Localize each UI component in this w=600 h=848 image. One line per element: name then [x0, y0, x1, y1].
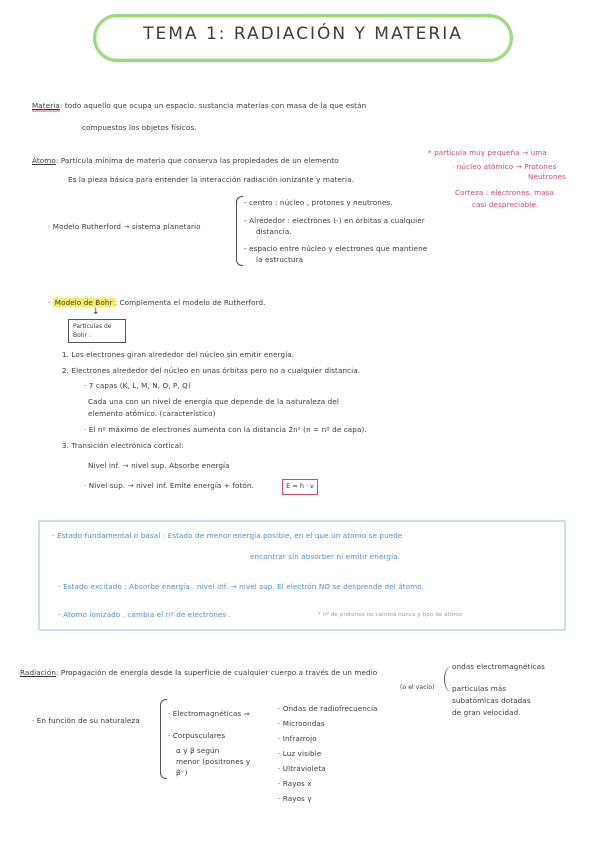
state-excited: - Estado excitado : Absorbe energía . nivel inf. → nivel sup. El electrón NO se desprende del átomo.: [58, 582, 424, 591]
em-list-item: · Rayos x: [278, 779, 312, 788]
radiation-section: [20, 668, 377, 677]
rutherford-item: - Alrededor : electrones (-) en órbitas a cualquier: [244, 216, 425, 225]
side-note-cortex: Corteza : electrones. masa: [455, 188, 555, 197]
bohr-arrow: ↓: [92, 307, 100, 317]
side-note-cortex-2: casi despreciable.: [472, 200, 539, 209]
materia-line2: compuestos los objetos físicos.: [82, 123, 197, 132]
radiation-line1: : Propagación de energía desde la superficie de cualquier cuerpo a través de un medio: [56, 668, 378, 677]
side-note-particle: * partícula muy pequeña → uma: [428, 148, 547, 157]
state-ionized-note: * nº de protones no cambia nunca y tipo de átomo: [318, 612, 463, 618]
atomo-section: [32, 156, 339, 165]
title-frame: [93, 14, 513, 62]
bohr-point-1: 1. Los electrones giran alrededor del núcleo sin emitir energía.: [62, 350, 295, 359]
bohr-point-2a: · 7 capas (K, L, M, N, O, P, Q): [84, 381, 191, 390]
em-list-item: · Rayos γ: [278, 794, 312, 803]
radiation-particles-1: partículas más: [452, 684, 507, 693]
state-fundamental-line2: encontrar sin absorber ni emitir energía.: [250, 552, 401, 561]
radiation-type-alpha-beta-2: menor (positrones y: [176, 757, 251, 766]
radiation-type-brace: [160, 699, 167, 779]
radiation-particles-2: subatómicas dotadas: [452, 696, 531, 705]
state-ionized: - Átomo ionizado . cambia el nº de electrones .: [58, 610, 232, 619]
radiation-type-alpha-beta: α y β según: [176, 746, 220, 755]
energy-formula: E = h · ν: [286, 482, 314, 490]
atomo-label: Átomo: [32, 156, 56, 165]
rutherford-item: - espacio entre núcleo y electrones que mantiene: [244, 244, 428, 253]
page-title: TEMA 1: RADIACIÓN Y MATERIA: [143, 24, 463, 44]
rutherford-item: la estructura: [256, 255, 304, 264]
atomo-line1: : Partícula mínima de materia que conserva las propiedades de un elemento: [55, 156, 339, 165]
bohr-point-2: 2. Electrones alrededor del núcleo en unas órbitas pero no a cualquier distancia.: [62, 366, 361, 375]
rutherford-label: · Modelo Rutherford → sistema planetario: [48, 222, 201, 231]
bohr-point-2d: · El nº máximo de electrones aumenta con la distancia 2n² (n = nº de capa).: [84, 425, 367, 434]
em-list-item: · Ultravioleta: [278, 764, 326, 773]
bohr-point-2c: elemento atómico. (característico): [88, 409, 216, 418]
side-note-nucleus: · núcleo atómico → Protones: [452, 162, 557, 171]
materia-label: Materia: [32, 101, 60, 110]
radiation-type-alpha-beta-3: β⁻): [176, 768, 188, 777]
energy-formula-box: [282, 479, 318, 495]
bohr-particles-box: [68, 319, 126, 343]
bohr-label: Modelo de Bohr: [54, 298, 113, 307]
bohr-section: · Modelo de Bohr : Complementa el modelo de Rutherford.: [48, 298, 266, 307]
radiation-by-nature: · En función de su naturaleza: [32, 716, 140, 725]
bohr-point-3: 3. Transición electrónica cortical:: [62, 441, 184, 450]
radiation-label: Radiación: [20, 668, 57, 677]
rutherford-brace: [236, 196, 243, 266]
radiation-type-corpuscular: · Corpusculares: [168, 731, 226, 740]
bohr-point-3b: · Nivel sup. → nivel inf. Emite energía + fotón.: [84, 481, 254, 490]
em-list-item: · Luz visible: [278, 749, 322, 758]
bohr-box-line1: Partículas de: [73, 323, 112, 330]
bohr-desc: : Complementa el modelo de Rutherford.: [114, 298, 266, 307]
radiation-type-em: · Electromagnéticas ⇒: [168, 709, 250, 718]
radiation-waves: ondas electromagnéticas: [452, 662, 545, 671]
bohr-point-2b: Cada una con un nivel de energía que depende de la naturaleza del: [88, 397, 339, 406]
em-list-item: · Infrarrojo: [278, 734, 317, 743]
atomo-line2: Es la pieza básica para entender la interacción radiación ionizante y materia.: [68, 175, 354, 184]
radiation-vacuum: (o el vacío): [400, 684, 435, 691]
rutherford-item: - centro : núcleo , protones y neutrones.: [244, 198, 393, 207]
state-fundamental-line1: - Estado fundamental o basal : Estado de menor energía posible, en el que un átomo se puede: [52, 531, 403, 540]
em-list-item: · Microondas: [278, 719, 325, 728]
em-list-item: · Ondas de radiofrecuencia: [278, 704, 378, 713]
radiation-particles-3: de gran velocidad.: [452, 708, 521, 717]
rutherford-item: distancia.: [256, 227, 292, 236]
side-note-neutrons: Neutrones: [528, 172, 566, 181]
materia-line1: : todo aquello que ocupa un espacio. sustancia materias con masa de la que están: [59, 101, 367, 110]
bohr-point-3a: Nivel inf. → nivel sup. Absorbe energía: [88, 461, 230, 470]
materia-section: [32, 101, 366, 110]
bohr-box-line2: Bohr :: [73, 332, 91, 339]
